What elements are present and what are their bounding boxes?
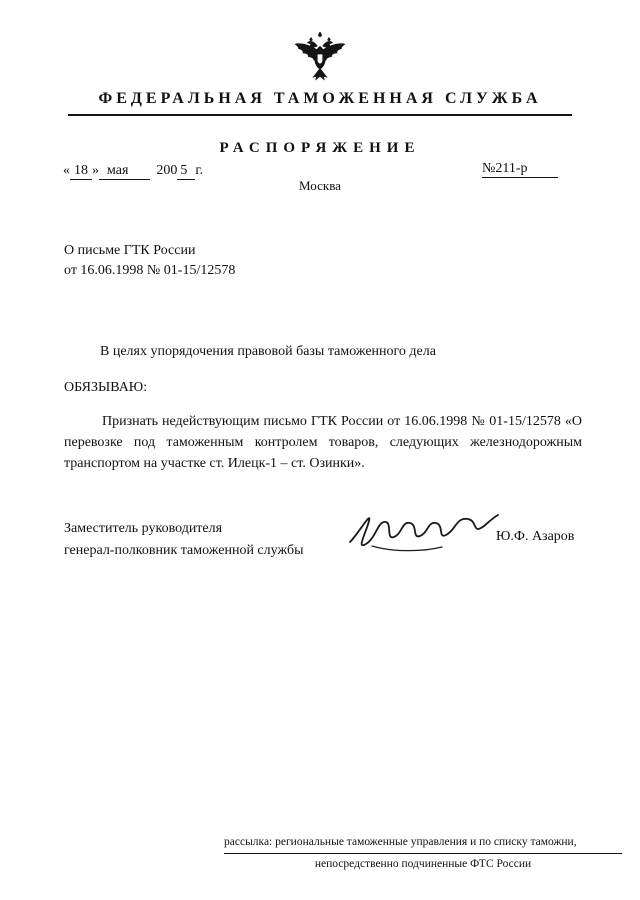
footer-line-1: рассылка: региональные таможенные управления и по списку таможни, — [224, 834, 622, 854]
signer-title-line-1: Заместитель руководителя — [64, 521, 223, 536]
date-year-digit-field: 5 — [177, 163, 195, 180]
footer-distribution — [224, 834, 622, 872]
body-paragraph: Признать недействующим письмо ГТК России от 16.06.1998 № 01-15/12578 «О перевозке под таможенным контролем товаров, следующих железнодорожным транспортом на участке ст. Илецк-1 – ст. Озинки». — [64, 414, 582, 471]
doc-type-title: РАСПОРЯЖЕНИЕ — [219, 140, 421, 156]
signer-title-block — [64, 518, 303, 561]
handwritten-signature-icon — [342, 500, 502, 556]
date-month-field: мая — [99, 163, 150, 180]
signer-name: Ю.Ф. Азаров — [496, 529, 575, 544]
obligation-heading: ОБЯЗЫВАЮ: — [64, 380, 148, 395]
doc-number — [482, 161, 558, 178]
date-year-suffix: г. — [195, 163, 204, 178]
signer-title-line-2: генерал-полковник таможенной службы — [64, 542, 304, 558]
header-rule — [68, 114, 572, 116]
date-close-quote: » — [92, 163, 99, 178]
russian-coat-of-arms-icon — [293, 30, 347, 86]
date-open-quote: « — [63, 163, 70, 178]
doc-number-value: №211-р — [482, 161, 558, 178]
subject-line-1: О письме ГТК России — [64, 243, 196, 258]
subject-line-2: от 16.06.1998 № 01-15/12578 — [64, 263, 236, 279]
date-year-prefix: 200 — [156, 163, 178, 178]
body-intro: В целях упорядочения правовой базы таможенного дела — [100, 344, 436, 359]
agency-title: ФЕДЕРАЛЬНАЯ ТАМОЖЕННАЯ СЛУЖБА — [98, 90, 542, 107]
date-day-field: 18 — [70, 163, 92, 180]
footer-line-2: непосредственно подчиненные ФТС России — [314, 857, 532, 870]
subject-block — [64, 241, 235, 282]
city-label: Москва — [299, 178, 341, 193]
